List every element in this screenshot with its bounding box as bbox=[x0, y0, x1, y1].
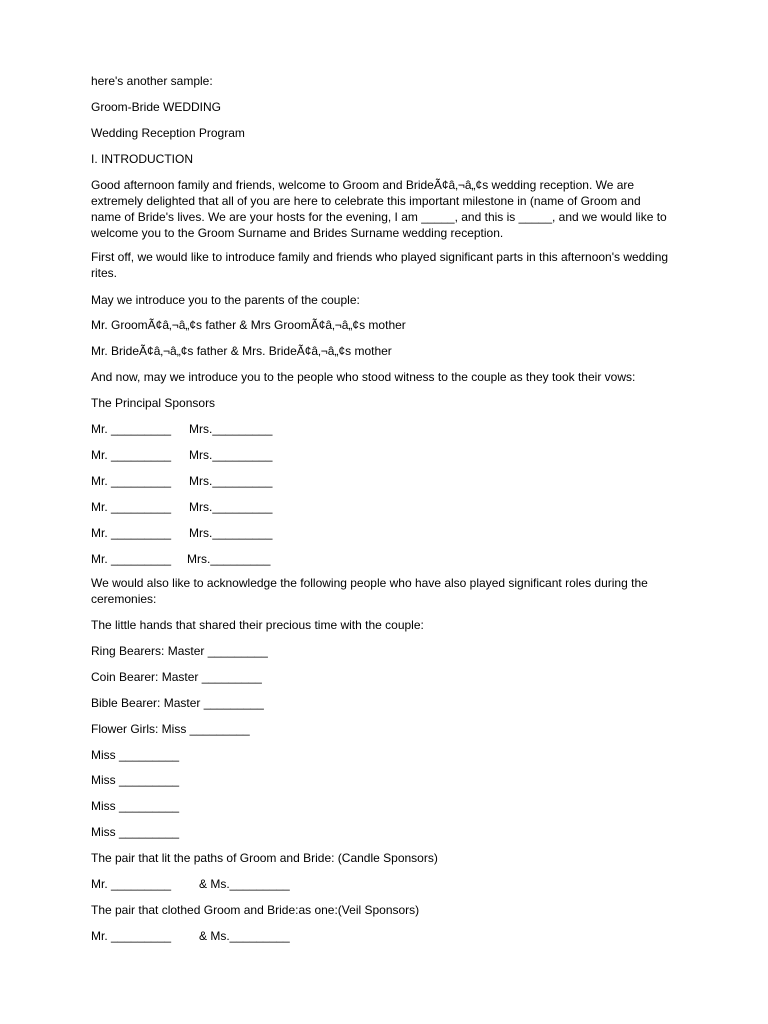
sponsor-mr: Mr. _________ bbox=[91, 500, 172, 514]
groom-parents: Mr. GroomÃ¢â‚¬â„¢s father & Mrs GroomÃ¢â‚¬â„¢s mother bbox=[91, 318, 406, 332]
welcome-paragraph: Good afternoon family and friends, welcome to Groom and BrideÃ¢â‚¬â„¢s wedding reception. We are extremely delighted that all of you are here to celebrate this important milestone in (name of Groom and name of Bride's lives. We are your hosts for the evening, I am _____, and this is _____, and we would like to welcome you to the Groom Surname and Brides Surname wedding reception. bbox=[91, 178, 667, 240]
flower-girl-line: Miss _________ bbox=[91, 799, 180, 813]
principal-sponsors-heading: The Principal Sponsors bbox=[91, 396, 216, 410]
acknowledge-paragraph: We would also like to acknowledge the following people who have also played significant roles during the ceremonies: bbox=[91, 576, 648, 606]
flower-girl-line: Miss _________ bbox=[91, 825, 180, 839]
candle-sponsor-mr: Mr. _________ bbox=[91, 877, 172, 891]
parents-intro: May we introduce you to the parents of the couple: bbox=[91, 293, 360, 307]
candle-sponsor-row bbox=[91, 876, 290, 892]
section-heading: I. INTRODUCTION bbox=[91, 152, 193, 166]
veil-sponsor-row bbox=[91, 928, 290, 944]
sponsor-row bbox=[91, 525, 272, 541]
sponsor-mrs: Mrs._________ bbox=[189, 526, 273, 540]
little-hands-heading: The little hands that shared their precious time with the couple: bbox=[91, 618, 424, 632]
sponsor-row bbox=[91, 473, 272, 489]
flower-girls: Flower Girls: Miss _________ bbox=[91, 722, 250, 736]
sponsor-mr: Mr. _________ bbox=[91, 552, 172, 566]
veil-sponsor-ms: & Ms._________ bbox=[199, 929, 290, 943]
sponsor-row bbox=[91, 447, 272, 463]
flower-girl-line: Miss _________ bbox=[91, 748, 180, 762]
bible-bearer: Bible Bearer: Master _________ bbox=[91, 696, 264, 710]
document-title: Groom-Bride WEDDING bbox=[91, 100, 222, 114]
sponsor-mr: Mr. _________ bbox=[91, 422, 172, 436]
bride-parents: Mr. BrideÃ¢â‚¬â„¢s father & Mrs. BrideÃ¢â‚¬â„¢s mother bbox=[91, 344, 392, 358]
sponsor-mr: Mr. _________ bbox=[91, 474, 172, 488]
ring-bearers: Ring Bearers: Master _________ bbox=[91, 644, 268, 658]
candle-sponsor-ms: & Ms._________ bbox=[199, 877, 290, 891]
sponsor-row bbox=[91, 499, 272, 515]
sponsor-row bbox=[91, 551, 270, 567]
sponsor-mrs: Mrs._________ bbox=[189, 474, 273, 488]
veil-sponsor-mr: Mr. _________ bbox=[91, 929, 172, 943]
sponsor-mrs: Mrs._________ bbox=[189, 422, 273, 436]
sponsor-mrs: Mrs._________ bbox=[187, 552, 271, 566]
intro-line: here's another sample: bbox=[91, 74, 213, 88]
sponsor-mr: Mr. _________ bbox=[91, 526, 172, 540]
sponsor-row bbox=[91, 421, 272, 437]
sponsor-mrs: Mrs._________ bbox=[189, 448, 273, 462]
witness-intro: And now, may we introduce you to the people who stood witness to the couple as they took their vows: bbox=[91, 370, 636, 384]
sponsor-mrs: Mrs._________ bbox=[189, 500, 273, 514]
document-subtitle: Wedding Reception Program bbox=[91, 126, 245, 140]
veil-sponsors-heading: The pair that clothed Groom and Bride:as one:(Veil Sponsors) bbox=[91, 903, 420, 917]
candle-sponsors-heading: The pair that lit the paths of Groom and Bride: (Candle Sponsors) bbox=[91, 851, 438, 865]
sponsor-mr: Mr. _________ bbox=[91, 448, 172, 462]
introduce-paragraph: First off, we would like to introduce family and friends who played significant parts in this afternoon's wedding rites. bbox=[91, 250, 669, 280]
coin-bearer: Coin Bearer: Master _________ bbox=[91, 670, 262, 684]
flower-girl-line: Miss _________ bbox=[91, 773, 180, 787]
